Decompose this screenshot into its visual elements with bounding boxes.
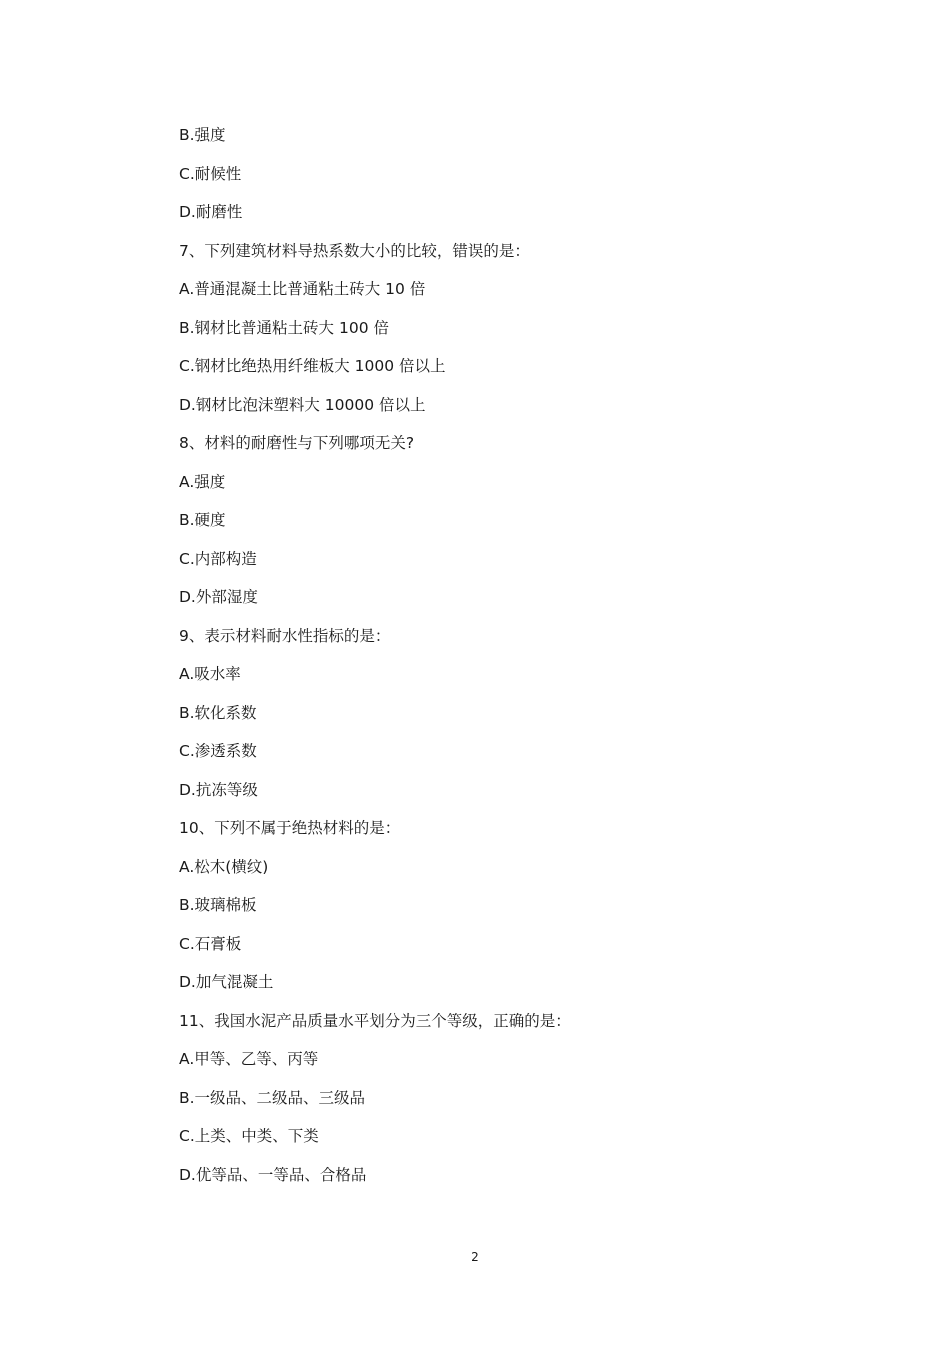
page-number: 2 (471, 1250, 479, 1264)
question-8-option-a: A.强度 (179, 472, 226, 491)
question-content (179, 122, 859, 1200)
question-7-option-b: B.钢材比普通粘土砖大 100 倍 (179, 318, 390, 337)
question-10-option-c: C.石膏板 (179, 934, 242, 953)
question-8-option-d: D.外部湿度 (179, 588, 258, 606)
question-10: 10、下列不属于绝热材料的是： (179, 819, 401, 837)
question-8: 8、材料的耐磨性与下列哪项无关? (179, 434, 415, 452)
question-10-option-b: B.玻璃棉板 (179, 896, 257, 914)
question-11: 11、我国水泥产品质量水平划分为三个等级，正确的是： (179, 1011, 571, 1030)
question-9-option-c: C.渗透系数 (179, 742, 257, 760)
question-9-option-a: A.吸水率 (179, 665, 241, 683)
option-b-strength: B.强度 (179, 126, 226, 144)
question-9: 9、表示材料耐水性指标的是： (179, 626, 391, 645)
question-9-option-b: B.软化系数 (179, 703, 257, 722)
question-9-option-d: D.抗冻等级 (179, 780, 258, 799)
question-11-option-b: B.一级品、二级品、三级品 (179, 1088, 366, 1107)
option-d-wear-resistance: D.耐磨性 (179, 203, 243, 221)
option-c-weather-resistance: C.耐候性 (179, 164, 242, 183)
question-7-option-a: A.普通混凝土比普通粘土砖大 10 倍 (179, 280, 426, 298)
question-7: 7、下列建筑材料导热系数大小的比较，错误的是： (179, 241, 530, 260)
question-11-option-c: C.上类、中类、下类 (179, 1127, 319, 1145)
question-8-option-c: C.内部构造 (179, 549, 257, 568)
question-11-option-a: A.甲等、乙等、丙等 (179, 1050, 319, 1068)
question-10-option-d: D.加气混凝土 (179, 973, 274, 991)
question-11-option-d: D.优等品、一等品、合格品 (179, 1165, 367, 1184)
question-7-option-d: D.钢材比泡沫塑料大 10000 倍以上 (179, 395, 426, 414)
question-7-option-c: C.钢材比绝热用纤维板大 1000 倍以上 (179, 357, 446, 375)
question-10-option-a: A.松木(横纹) (179, 857, 269, 876)
question-8-option-b: B.硬度 (179, 511, 226, 529)
